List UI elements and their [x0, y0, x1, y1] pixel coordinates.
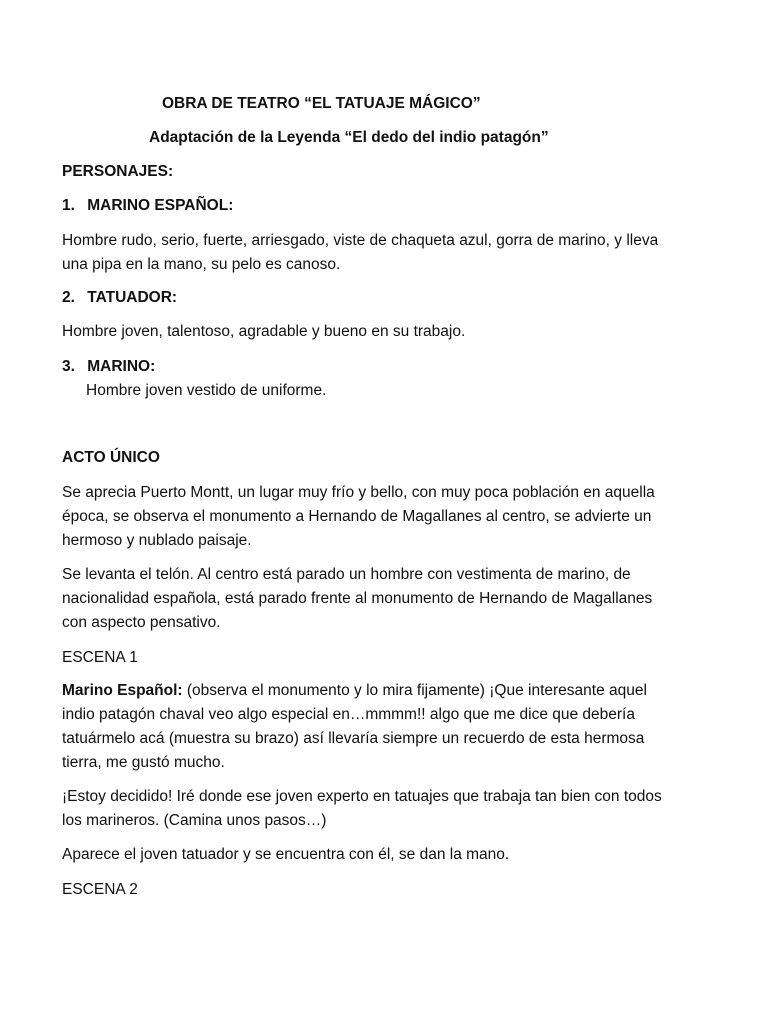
scene-1-paragraph-2: ¡Estoy decidido! Iré donde ese joven experto en tatuajes que trabaja tan bien con todos los marineros. (Camina unos pasos…)	[62, 788, 662, 829]
character-2-name: TATUADOR:	[87, 289, 178, 306]
character-2-description: Hombre joven, talentoso, agradable y bueno en su trabajo.	[62, 323, 466, 340]
act-paragraph-2: Se levanta el telón. Al centro está parado un hombre con vestimenta de marino, de nacionalidad española, está parado frente al monumento de Hernando de Magallanes con aspecto pensativo.	[62, 566, 653, 631]
scene-1-line: (observa el monumento y lo mira fijamente) ¡Que interesante aquel indio patagón chaval veo algo especial en…mmmm!! algo que me dice que debería tatuármelo acá (muestra su brazo) así llevaría siempre un recuerdo de esta hermosa tierra, me gustó mucho.	[62, 682, 647, 771]
character-1-heading	[62, 194, 233, 218]
character-2-number: 2.	[62, 289, 75, 306]
character-2-heading	[62, 286, 177, 310]
scene-1-paragraph-3: Aparece el joven tatuador y se encuentra con él, se dan la mano.	[62, 846, 510, 863]
scene-1-speaker: Marino Español:	[62, 682, 183, 699]
scene-1-dialogue	[62, 679, 672, 775]
character-3-name: MARINO:	[87, 358, 156, 375]
scene-2-heading: ESCENA 2	[62, 881, 138, 898]
act-paragraph-1: Se aprecia Puerto Montt, un lugar muy frío y bello, con muy poca población en aquella época, se observa el monumento a Hernando de Magallanes al centro, se advierte un hermoso y nublado paisaje.	[62, 484, 655, 549]
character-3-heading	[62, 355, 155, 379]
character-1-name: MARINO ESPAÑOL:	[87, 197, 234, 214]
document-subtitle: Adaptación de la Leyenda “El dedo del indio patagón”	[149, 129, 549, 146]
character-1-description: Hombre rudo, serio, fuerte, arriesgado, viste de chaqueta azul, gorra de marino, y lleva una pipa en la mano, su pelo es canoso.	[62, 232, 659, 273]
scene-1-heading: ESCENA 1	[62, 649, 138, 666]
act-heading: ACTO ÚNICO	[62, 449, 160, 466]
character-1-number: 1.	[62, 197, 75, 214]
document-title: OBRA DE TEATRO “EL TATUAJE MÁGICO”	[162, 95, 481, 112]
characters-heading: PERSONAJES:	[62, 163, 174, 180]
character-3-number: 3.	[62, 358, 75, 375]
character-3-description: Hombre joven vestido de uniforme.	[86, 382, 327, 399]
